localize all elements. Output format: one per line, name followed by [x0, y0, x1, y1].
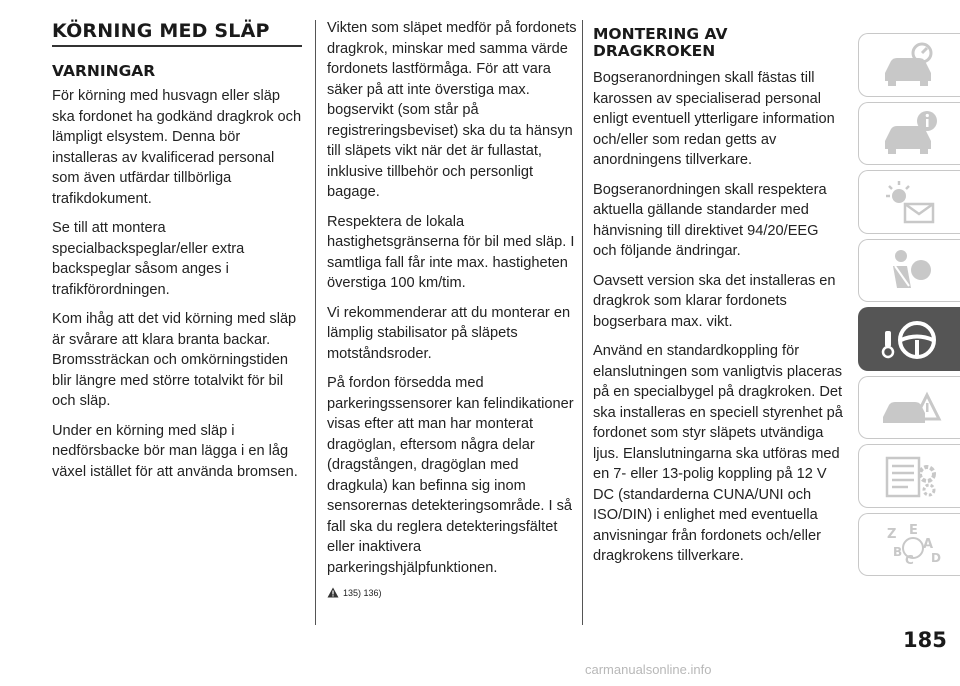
paragraph: Bogseranordningen skall respektera aktuella gällande standarder med hänvisning till direktivet 94/20/EEG och följande ändringar.	[593, 181, 827, 259]
column-3	[593, 20, 845, 576]
paragraph: Vi rekommenderar att du monterar en lämplig stabilisator på släpets motståndsroder.	[327, 304, 571, 362]
airbag-safety-icon	[875, 244, 945, 296]
tab-dashboard[interactable]	[858, 33, 960, 97]
paragraph: Respektera de lokala hastighetsgränserna för bil med släp. I samtliga fall får inte max. hastigheten överstiga 100 km/tim.	[327, 213, 575, 291]
alphabet-index-icon	[875, 518, 945, 570]
warnings-heading: VARNINGAR	[52, 62, 156, 80]
paragraph: På fordon försedda med parkeringssensorer kan felindikationer visas efter att man har monterat dragöglan, eftersom några delar (dragstången, dragöglan med dragkula) kan befinna sig inom sensorernas detekteringsområde. I så fall ska du reglera detekteringsfältet eller inaktivera parkeringshjälpfunktionen.	[327, 375, 574, 576]
tab-lights[interactable]	[858, 170, 960, 234]
paragraph: Bogseranordningen skall fästas till karossen av specialiserad personal enligt eventuell ytterligare information och/eller som redan getts av anordningens tillverkare.	[593, 70, 835, 168]
paragraph: Under en körning med släp i nedförsbacke bör man lägga i en låg växel istället för att använda bromsen.	[52, 422, 298, 480]
car-info-icon	[875, 107, 945, 159]
column-1	[52, 20, 302, 491]
tab-starting-driving[interactable]	[858, 307, 960, 371]
svg-text:E: E	[908, 523, 918, 539]
section-title: KÖRNING MED SLÄP	[52, 20, 302, 47]
paragraph: Kom ihåg att det vid körning med släp är svårare att klara branta backar. Bromssträckan och omkörningstiden blir längre med större totalvikt för bil och släp.	[52, 311, 297, 409]
car-breakdown-icon	[875, 381, 945, 433]
car-dashboard-icon	[875, 39, 945, 91]
svg-text:D: D	[930, 551, 941, 566]
svg-text:B: B	[892, 545, 902, 560]
tab-info[interactable]	[858, 102, 960, 166]
note-text: 135) 136)	[343, 587, 382, 598]
lights-warning-icon	[875, 176, 945, 228]
paragraph: Oavsett version ska det installeras en dragkrok som klarar fordonets bogserbara max. vikt.	[593, 272, 836, 330]
maintenance-list-icon	[875, 450, 945, 502]
warning-triangle-icon	[327, 587, 339, 598]
warning-note-reference[interactable]	[327, 587, 577, 598]
tab-index[interactable]	[858, 513, 960, 577]
page-number: 185	[903, 628, 947, 652]
chapter-tabs	[858, 33, 960, 581]
column-divider	[315, 20, 316, 625]
paragraph: Vikten som släpet medför på fordonets dragkrok, minskar med samma värde fordonets lastförmåga. För att vara säker på att inte överstiga max. bogservikt (som står på registreringsbeviset) ska du ta hänsyn till släpets vikt när det är fullastat, inklusive tillbehör och personligt bagage.	[327, 20, 577, 200]
tab-safety[interactable]	[858, 239, 960, 303]
paragraph: Se till att montera specialbackspeglar/eller extra backspeglar såsom anges i trafikförordningen.	[52, 220, 245, 298]
tab-maintenance[interactable]	[858, 444, 960, 508]
column-divider	[582, 20, 583, 625]
svg-text:A: A	[922, 537, 933, 553]
steering-wheel-key-icon	[875, 313, 945, 365]
paragraph: För körning med husvagn eller släp ska fordonet ha godkänd dragkrok och lämpligt elsystem. Denna bör installeras av kvalificerad personal som även utfärdar tillbörliga trafikdokument.	[52, 88, 302, 207]
section-heading: MONTERING AV DRAGKROKEN	[593, 25, 728, 60]
tab-emergency[interactable]	[858, 376, 960, 440]
watermark: carmanualsonline.info	[585, 662, 712, 677]
paragraph: Använd en standardkoppling för elanslutningen som vanligtvis placeras på en specialbygel på dragkroken. Det ska installeras en speciell styrenhet på fordonet som styr släpets utvändiga ljus. Elanslutningarna ska utföras med en 7- eller 13-polig koppling på 12 V DC (standarderna CUNA/UNI och ISO/DIN) i enlighet med eventuella anvisningar från fordonets och/eller dragkrokens tillverkare.	[593, 343, 843, 564]
column-2	[327, 20, 577, 598]
svg-text:Z: Z	[886, 527, 896, 543]
svg-text:C: C	[904, 553, 914, 568]
